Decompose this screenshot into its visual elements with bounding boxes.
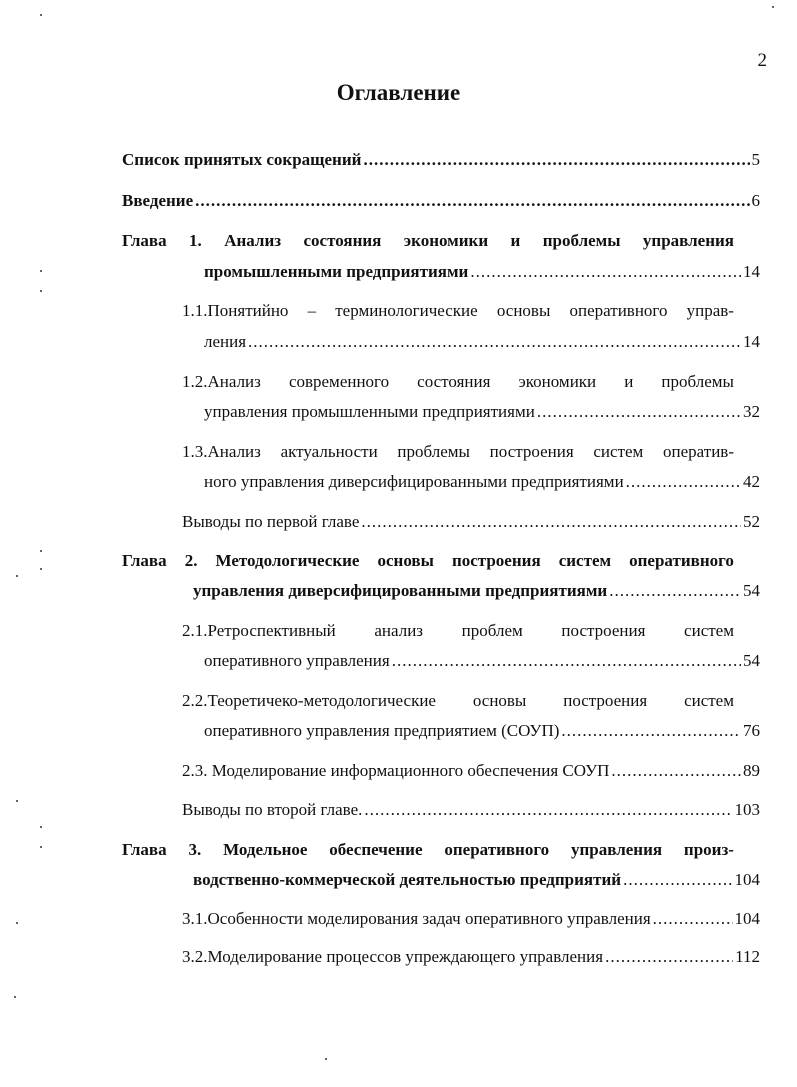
scan-speck	[16, 922, 18, 924]
toc-entry-title-line-2: ления ..... 14	[204, 332, 760, 352]
leader-dots	[626, 472, 741, 492]
leader-dots	[364, 800, 732, 820]
leader-dots	[623, 870, 732, 890]
toc-entry-title-line: 2.2.Теоретичеко-методологические основы построения систем	[182, 691, 734, 710]
scan-speck	[40, 568, 42, 570]
toc-entry-section-2-3[interactable]	[182, 761, 760, 781]
leader-dots	[363, 150, 749, 170]
toc-entry-title: Выводы по первой главе	[182, 512, 360, 531]
leader-dots	[611, 761, 741, 781]
toc-page-number: 52	[743, 512, 760, 531]
leader-dots	[653, 909, 733, 929]
leader-dots	[561, 721, 741, 741]
scan-speck	[40, 550, 42, 552]
scan-speck	[40, 290, 42, 292]
toc-entry-section-3-2[interactable]	[182, 947, 760, 967]
scan-speck	[16, 800, 18, 802]
page-number: 2	[757, 50, 767, 71]
toc-entry-title: 2.3. Моделирование информационного обеспечения СОУП	[182, 761, 610, 780]
toc-page-number: 89	[743, 761, 760, 780]
leader-dots	[609, 581, 741, 601]
toc-page-number: 103	[734, 800, 760, 819]
toc-entry-title-line: 1.1.Понятийно – терминологические основы оперативного управ-	[182, 301, 734, 320]
page-title: Оглавление	[336, 80, 461, 105]
toc-entry-introduction[interactable]	[122, 191, 760, 211]
scan-speck	[14, 996, 16, 998]
scan-speck	[40, 846, 42, 848]
toc-entry-title: 3.1.Особенности моделирования задач оперативного управления	[182, 909, 651, 928]
toc-entry-title: Список принятых сокращений	[122, 150, 362, 169]
toc-page-number: 54	[743, 581, 760, 600]
leader-dots	[605, 947, 733, 967]
toc-entry-title-line: Глава 2. Методологические основы построения систем оперативного	[122, 551, 734, 570]
toc-entry-title-line-2: ного управления диверсифицированными предприятиями ..... 42	[204, 472, 760, 492]
toc-entry-section-3-1[interactable]	[182, 909, 760, 929]
toc-page-number: 76	[743, 721, 760, 740]
toc-page-number: 14	[743, 262, 760, 281]
toc-entry-title-line-2: управления диверсифицированными предприятиями ..... 54	[193, 581, 760, 601]
toc-entry-title: Введение	[122, 191, 194, 210]
toc-entry-conclusions-2[interactable]	[182, 800, 760, 820]
leader-dots	[361, 512, 741, 532]
scan-speck	[40, 270, 42, 272]
toc-entry-title-line: 2.1.Ретроспективный анализ проблем построения систем	[182, 621, 734, 640]
scan-speck	[40, 826, 42, 828]
toc-page-number: 32	[743, 402, 760, 421]
scan-speck	[325, 1058, 327, 1060]
scan-speck	[40, 14, 42, 16]
leader-dots	[392, 651, 741, 671]
toc-entry-abbreviations[interactable]	[122, 150, 760, 170]
toc-page-number: 6	[751, 191, 760, 210]
scan-speck	[772, 6, 774, 8]
toc-entry-title-line: Глава 3. Модельное обеспечение оперативного управления произ-	[122, 840, 734, 859]
toc-page-number: 54	[743, 651, 760, 670]
toc-entry-title-line-2: управления промышленными предприятиями ..... 32	[204, 402, 760, 422]
leader-dots	[470, 262, 741, 282]
toc-entry-title-line-2: водственно-коммерческой деятельностью предприятий ..... 104	[193, 870, 760, 890]
toc-page-number: 42	[743, 472, 760, 491]
toc-entry-title-line-2: оперативного управления предприятием (СОУП) ..... 76	[204, 721, 760, 741]
toc-entry-title-line-2: промышленными предприятиями ..... 14	[204, 262, 760, 282]
toc-entry-title-line-2: оперативного управления ..... 54	[204, 651, 760, 671]
toc-entry-title-line: 1.2.Анализ современного состояния экономики и проблемы	[182, 372, 734, 391]
scan-speck	[16, 575, 18, 577]
toc-page-number: 5	[751, 150, 760, 169]
toc-entry-title: Выводы по второй главе.	[182, 800, 363, 819]
leader-dots	[195, 191, 749, 211]
leader-dots	[537, 402, 741, 422]
toc-page-number: 112	[735, 947, 760, 966]
toc-page-number: 104	[734, 909, 760, 928]
toc-entry-title: 3.2.Моделирование процессов упреждающего управления	[182, 947, 604, 966]
toc-entry-title-line: 1.3.Анализ актуальности проблемы построения систем оператив-	[182, 442, 734, 461]
toc-entry-title-line: Глава 1. Анализ состояния экономики и проблемы управления	[122, 231, 734, 250]
toc-page-number: 14	[743, 332, 760, 351]
toc-page-number: 104	[734, 870, 760, 889]
leader-dots	[248, 332, 741, 352]
toc-entry-conclusions-1[interactable]	[182, 512, 760, 532]
